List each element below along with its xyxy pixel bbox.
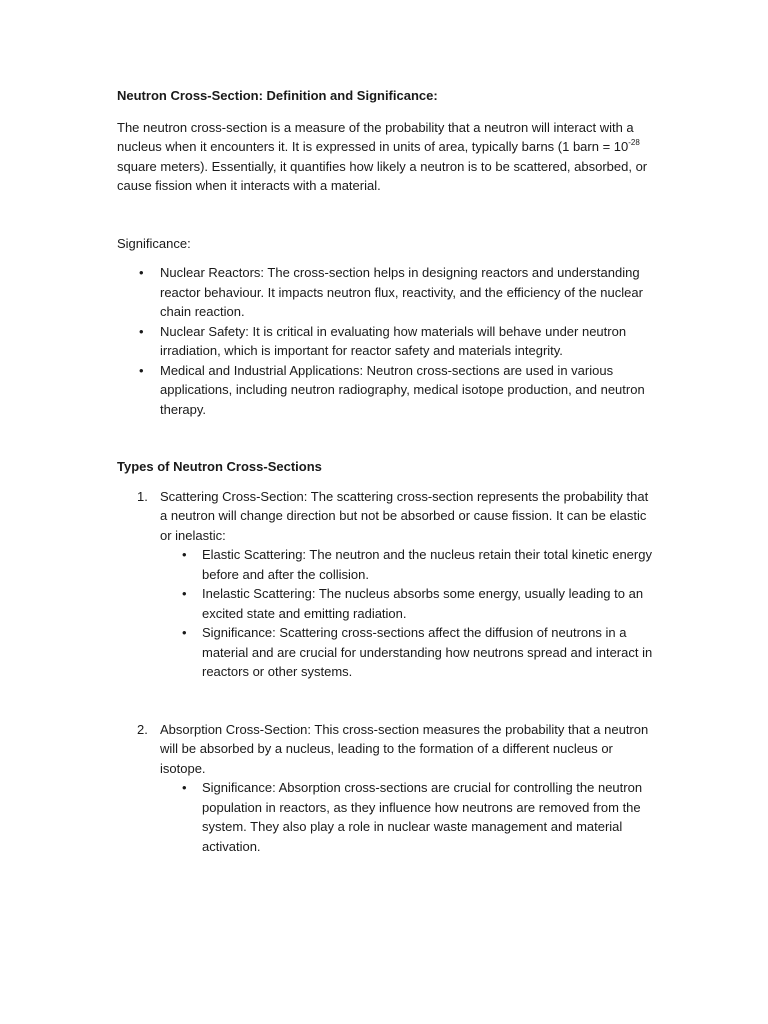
types-list [117,487,657,857]
type-sub-item-text: Inelastic Scattering: The nucleus absorbs some energy, usually leading to an excited state and emitting radiation. [202,586,644,621]
intro-exponent: -28 [628,138,640,147]
document-title: Neutron Cross-Section: Definition and Significance: [117,88,438,103]
type-sub-item-text: Significance: Scattering cross-sections affect the diffusion of neutrons in a material and are crucial for understanding how neutrons spread and interact in reactors or other systems. [202,625,653,679]
type-text: Absorption Cross-Section: This cross-section measures the probability that a neutron will be absorbed by a nucleus, leading to the formation of a different nucleus or isotope. [160,721,649,776]
type-number: 1. [137,488,148,504]
type-sub-list [160,545,657,682]
bullet-icon: • [139,265,144,280]
bullet-icon: • [139,323,144,339]
type-text: Scattering Cross-Section: The scattering cross-section represents the probability that a neutron will change direction but not be absorbed or cause fission. It can be elastic or inelastic: [160,488,649,543]
type-sub-item-text: Significance: Absorption cross-sections are crucial for controlling the neutron population in reactors, as they influence how neutrons are removed from the system. They also play a role in nuclear waste management and material activation. [202,780,643,854]
bullet-icon: • [182,547,187,562]
type-item [117,487,657,682]
significance-item [117,322,657,361]
intro-paragraph [117,118,657,196]
significance-item [117,361,657,420]
intro-text-after-exponent: square meters). Essentially, it quantifies how likely a neutron is to be scattered, absorbed, or cause fission when it interacts with a material. [117,158,648,193]
document-page [117,86,657,856]
bullet-icon: • [182,780,187,795]
bullet-icon: • [182,625,187,640]
type-item [117,720,657,857]
bullet-icon: • [139,362,144,378]
significance-item [117,263,657,322]
type-sub-item [160,545,657,584]
bullet-icon: • [182,586,187,601]
types-heading: Types of Neutron Cross-Sections [117,459,322,474]
type-sub-item [160,584,657,623]
intro-text-before-exponent: The neutron cross-section is a measure of the probability that a neutron will interact with a nucleus when it encounters it. It is expressed in units of area, typically barns (1 barn = 10 [117,119,634,154]
significance-item-text: Nuclear Safety: It is critical in evaluating how materials will behave under neutron irradiation, which is important for reactor safety and materials integrity. [160,323,627,358]
type-sub-item [160,778,657,856]
type-sub-item [160,623,657,682]
significance-item-text: Medical and Industrial Applications: Neutron cross-sections are used in various applications, including neutron radiography, medical isotope production, and neutron therapy. [160,362,645,417]
type-number: 2. [137,721,148,737]
type-sub-list [160,778,657,856]
type-sub-item-text: Elastic Scattering: The neutron and the nucleus retain their total kinetic energy before and after the collision. [202,547,652,582]
significance-list [117,263,657,419]
significance-item-text: Nuclear Reactors: The cross-section helps in designing reactors and understanding reactor behaviour. It impacts neutron flux, reactivity, and the efficiency of the nuclear chain reaction. [160,265,643,319]
significance-label: Significance: [117,235,191,251]
